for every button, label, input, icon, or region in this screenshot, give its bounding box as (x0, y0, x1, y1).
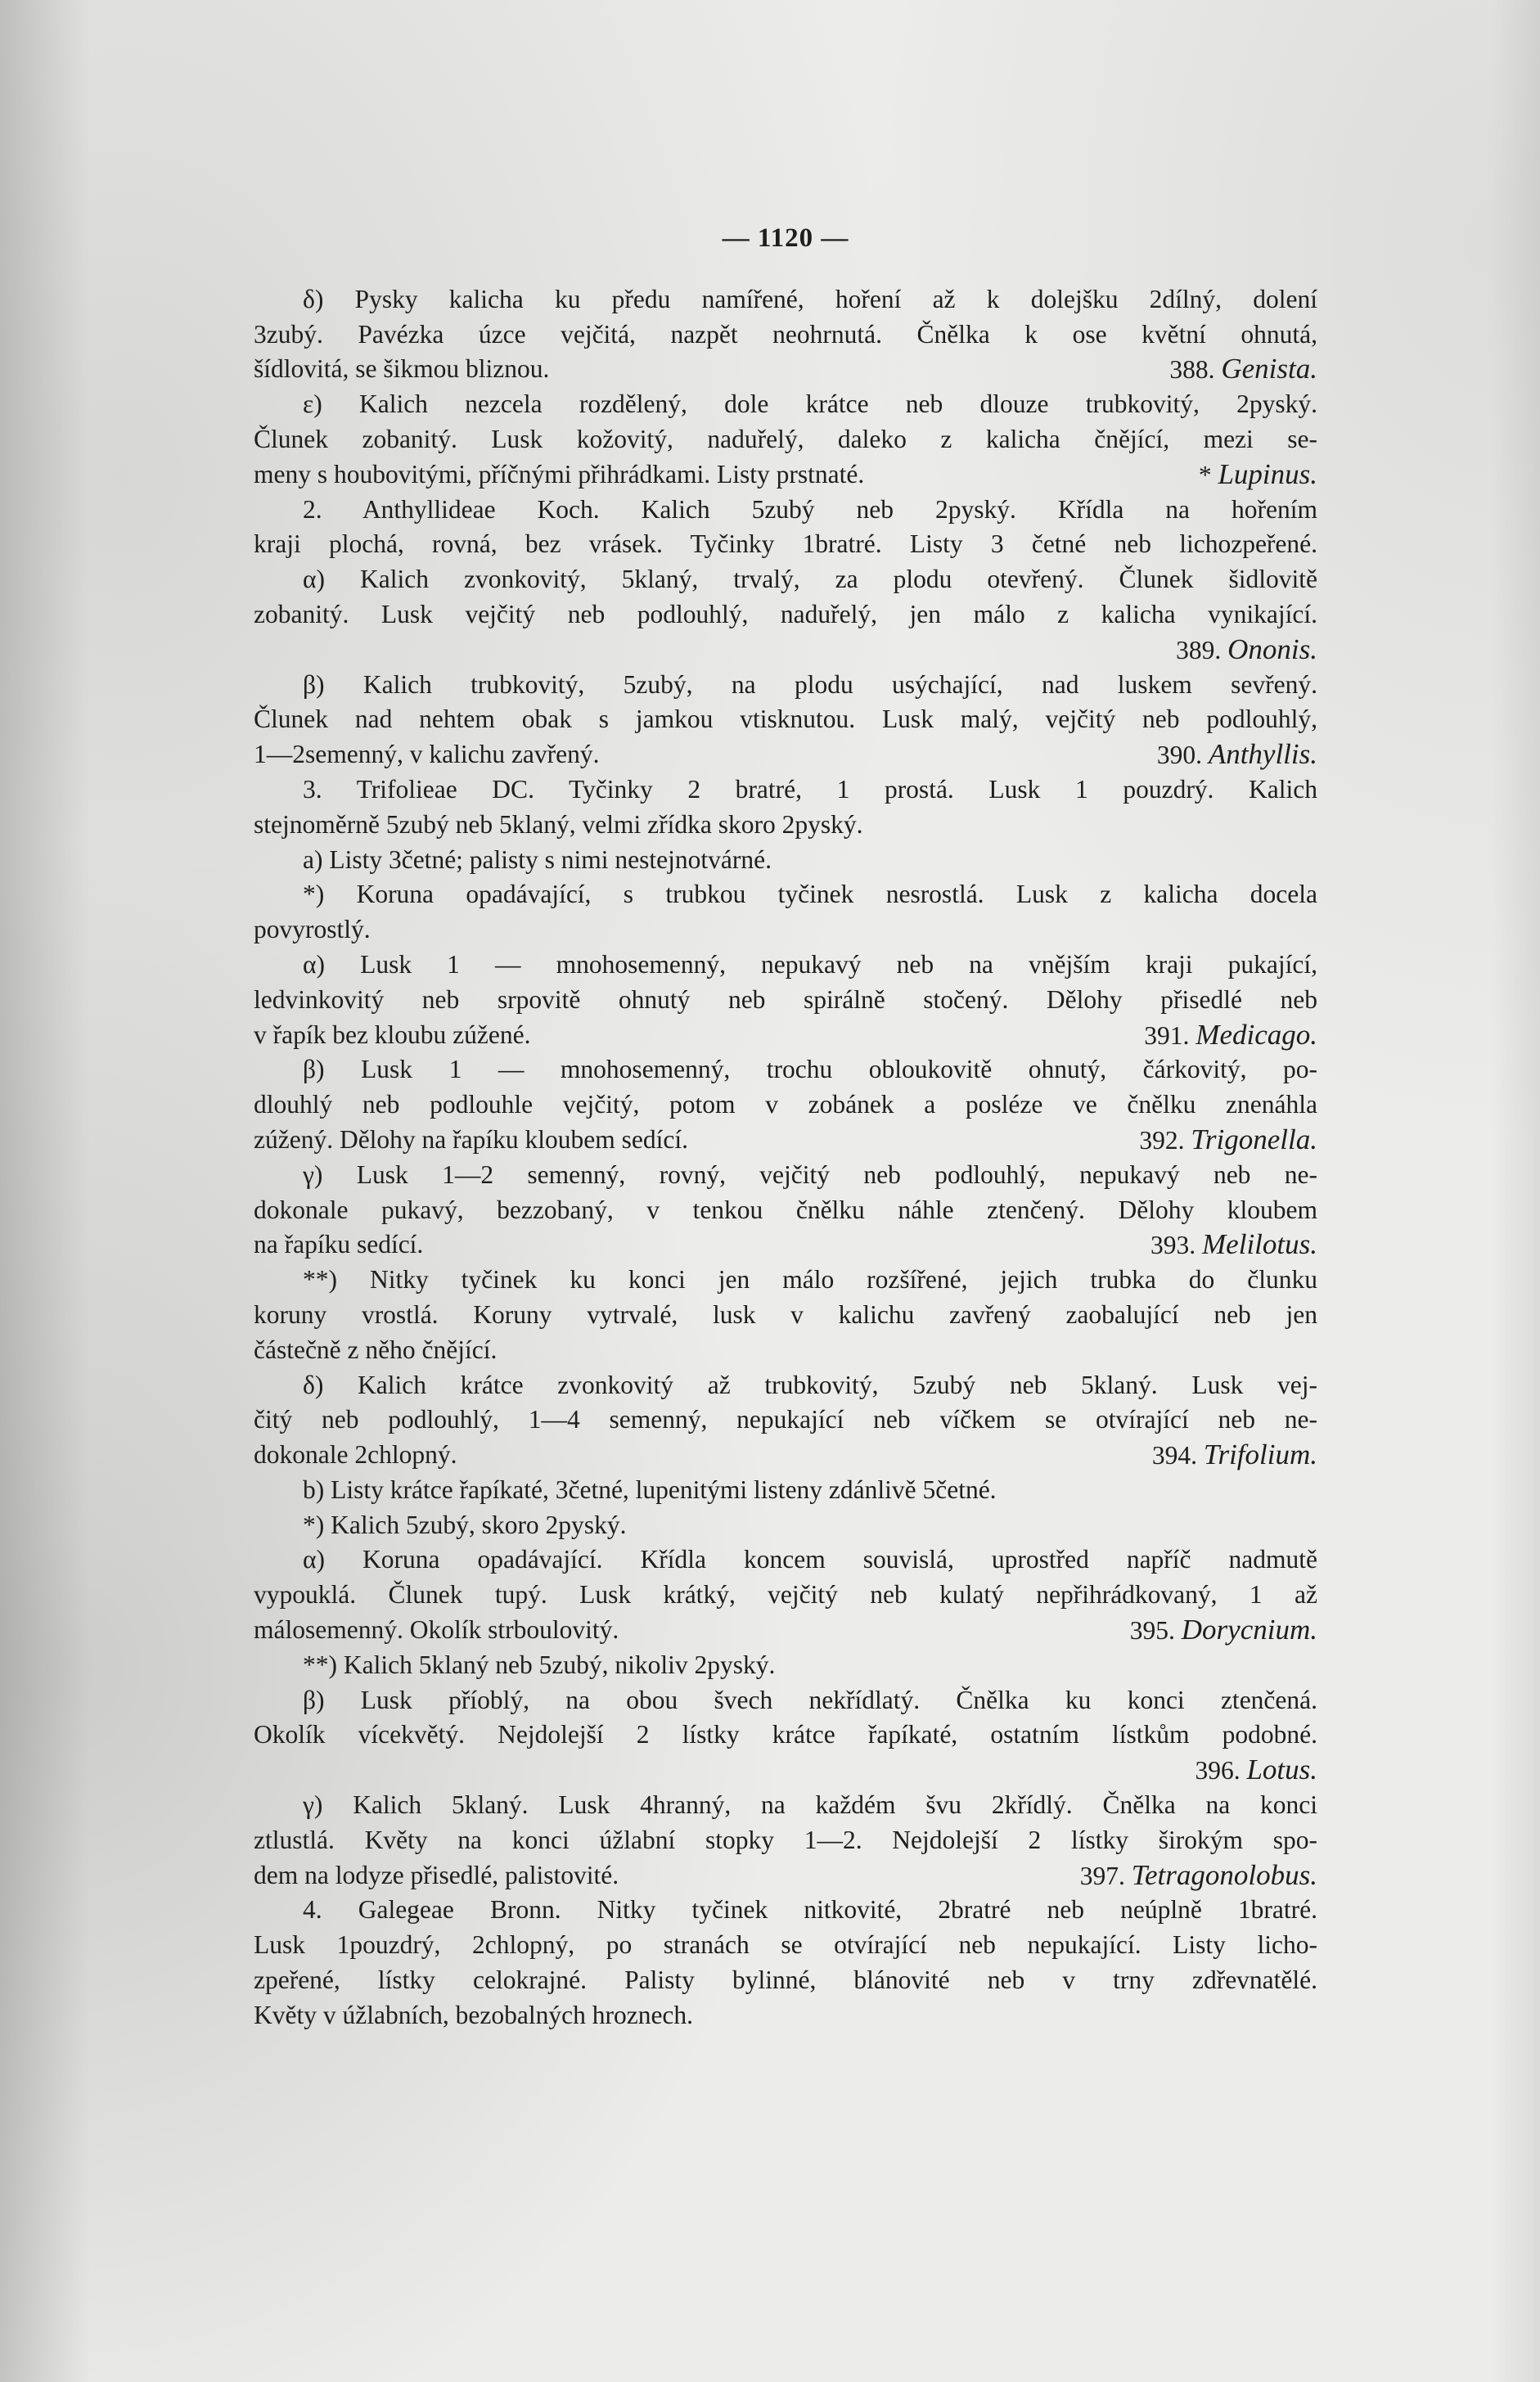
text-line (254, 1087, 1317, 1123)
line-text: γ) Kalich 5klaný. Lusk 4hranný, na každém švu 2křídlý. Čnělka na konci (303, 1790, 1317, 1820)
text-line (254, 1158, 1317, 1193)
line-text: Člunek zobanitý. Lusk kožovitý, naduřelý, daleko z kalicha čnějící, mezi se- (254, 424, 1317, 453)
line-text: kraji plochá, rovná, bez vrásek. Tyčinky 1bratré. Listy 3 četné neb lichozpeřené. (254, 529, 1317, 559)
body-text (254, 282, 1317, 2033)
genus-number: 390. (1156, 741, 1202, 770)
line-text: meny s houbovitými, příčnými přihrádkami. Listy prstnaté. (254, 459, 865, 489)
line-text: zpeřené, lístky celokrajné. Palisty bylinné, blánovité neb v trny zdřevnatělé. (254, 1965, 1317, 1995)
genus-number: 388. (1169, 355, 1215, 385)
text-line (254, 387, 1317, 422)
line-text: β) Lusk příoblý, na obou švech nekřídlatý. Čnělka ku konci ztenčená. (303, 1685, 1317, 1714)
line-text: **) Nitky tyčinek ku konci jen málo rozšířené, jejich trubka do člunku (303, 1265, 1317, 1295)
genus-number: 393. (1150, 1231, 1196, 1260)
line-text: 3zubý. Pavézka úzce vejčitá, nazpět neohrnutá. Čnělka k ose květní ohnutá, (254, 319, 1317, 349)
line-text: Květy v úžlabních, bezobalných hroznech. (254, 2000, 694, 2029)
genus-name: Lupinus. (1218, 457, 1317, 490)
genus-entry (1176, 633, 1317, 665)
text-line (254, 877, 1317, 912)
genus-name: Anthyllis. (1208, 738, 1317, 771)
line-text: ε) Kalich nezcela rozdělený, dole krátce neb dlouze trubkovitý, 2pyský. (303, 389, 1317, 419)
text-line (254, 1473, 1317, 1508)
genus-name: Melilotus. (1202, 1228, 1317, 1261)
genus-name: Medicago. (1196, 1018, 1317, 1051)
line-text: Okolík vícekvětý. Nejdolejší 2 lístky krátce řapíkaté, ostatním lístkům podobné. (254, 1720, 1317, 1749)
text-line (254, 1508, 1317, 1543)
text-line (254, 1368, 1317, 1403)
genus-name: Dorycnium. (1181, 1614, 1317, 1646)
text-line (254, 1613, 1317, 1648)
line-text: málosemenný. Okolík strboulovitý. (254, 1615, 619, 1645)
line-text: 2. Anthyllideae Koch. Kalich 5zubý neb 2pyský. Křídla na hořením (303, 494, 1317, 524)
text-line (254, 808, 1317, 843)
book-page (254, 221, 1317, 2033)
text-line (254, 772, 1317, 808)
text-line (254, 1893, 1317, 1928)
text-line (254, 1928, 1317, 1963)
line-text: zúžený. Dělohy na řapíku kloubem sedící. (254, 1124, 688, 1154)
text-line (254, 597, 1317, 633)
line-text: α) Koruna opadávající. Křídla koncem souvislá, uprostřed napříč nadmutě (303, 1545, 1317, 1574)
line-text: α) Lusk 1 — mnohosemenný, nepukavý neb na vnějším kraji pukající, (303, 949, 1317, 979)
genus-entry (1144, 1018, 1317, 1053)
text-line (254, 1227, 1317, 1263)
genus-entry (1080, 1858, 1317, 1893)
text-line (254, 422, 1317, 457)
text-line (254, 1648, 1317, 1683)
text-line (254, 1123, 1317, 1158)
text-line (254, 1193, 1317, 1228)
line-text: Člunek nad nehtem obak s jamkou vtisknutou. Lusk malý, vejčitý neb podlouhlý, (254, 705, 1317, 734)
genus-number: 397. (1079, 1861, 1125, 1890)
line-text: β) Lusk 1 — mnohosemenný, trochu obloukovitě ohnutý, čárkovitý, po- (303, 1055, 1317, 1084)
text-line (254, 843, 1317, 878)
line-text: δ) Pysky kalicha ku předu namířené, hoření až k dolejšku 2dílný, dolení (303, 284, 1317, 313)
line-text: ztlustlá. Květy na konci úžlabní stopky 1—2. Nejdolejší 2 lístky širokým spo- (254, 1825, 1317, 1854)
line-text: β) Kalich trubkovitý, 5zubý, na plodu usýchající, nad luskem sevřený. (303, 669, 1317, 699)
genus-entry (1195, 1756, 1317, 1785)
text-line (254, 1018, 1317, 1053)
text-line (254, 1858, 1317, 1893)
line-text: povyrostlý. (254, 915, 371, 944)
text-line (254, 1403, 1317, 1438)
genus-entry (1152, 1438, 1317, 1473)
genus-number: * (1198, 460, 1212, 489)
text-line (254, 633, 1317, 668)
text-line (254, 317, 1317, 353)
line-text: dokonale 2chlopný. (254, 1440, 457, 1470)
genus-name: Tetragonolobus. (1131, 1858, 1317, 1891)
text-line (254, 352, 1317, 387)
genus-name: Genista. (1221, 353, 1317, 385)
line-text: γ) Lusk 1—2 semenný, rovný, vejčitý neb podlouhlý, nepukavý neb ne- (303, 1159, 1317, 1189)
text-line (254, 457, 1317, 493)
line-text: dokonale pukavý, bezzobaný, v tenkou čnělku náhle ztenčený. Dělohy kloubem (254, 1195, 1317, 1224)
genus-entry (1169, 352, 1317, 387)
genus-number: 391. (1144, 1020, 1190, 1050)
line-text: stejnoměrně 5zubý neb 5klaný, velmi zřídka skoro 2pyský. (254, 809, 863, 839)
line-text: 4. Galegeae Bronn. Nitky tyčinek nitkovité, 2bratré neb neúplně 1bratré. (303, 1895, 1317, 1925)
text-line (254, 1753, 1317, 1788)
text-line (254, 1578, 1317, 1613)
genus-number: 392. (1139, 1125, 1185, 1155)
text-line (254, 912, 1317, 948)
line-text: dlouhlý neb podlouhle vejčitý, potom v zobánek a posléze ve čnělku znenáhla (254, 1090, 1317, 1119)
text-line (254, 1788, 1317, 1823)
line-text: *) Kalich 5zubý, skoro 2pyský. (303, 1510, 627, 1539)
genus-number: 395. (1129, 1616, 1175, 1646)
line-text: b) Listy krátce řapíkaté, 3četné, lupenitými listeny zdánlivě 5četné. (303, 1475, 997, 1504)
text-line (254, 1823, 1317, 1858)
line-text: na řapíku sedící. (254, 1230, 424, 1259)
text-line (254, 668, 1317, 703)
text-line (254, 1298, 1317, 1333)
text-line (254, 282, 1317, 317)
page-number: — 1120 — (722, 223, 849, 253)
text-line (254, 1963, 1317, 1998)
genus-entry (1130, 1613, 1317, 1648)
line-text: δ) Kalich krátce zvonkovitý až trubkovitý, 5zubý neb 5klaný. Lusk vej- (303, 1370, 1317, 1399)
line-text: **) Kalich 5klaný neb 5zubý, nikoliv 2pyský. (303, 1650, 776, 1679)
line-text: 3. Trifolieae DC. Tyčinky 2 bratré, 1 prostá. Lusk 1 pouzdrý. Kalich (303, 774, 1317, 804)
line-text: a) Listy 3četné; palisty s nimi nestejnotvárné. (303, 844, 772, 874)
text-line (254, 737, 1317, 772)
line-text: čitý neb podlouhlý, 1—4 semenný, nepukající neb víčkem se otvírající neb ne- (254, 1405, 1317, 1434)
line-text: koruny vrostlá. Koruny vytrvalé, lusk v kalichu zavřený zaobalující neb jen (254, 1299, 1317, 1329)
text-line (254, 527, 1317, 562)
genus-name: Ononis. (1227, 633, 1317, 665)
text-line (254, 948, 1317, 983)
genus-entry (1199, 457, 1317, 493)
genus-name: Lotus. (1246, 1754, 1317, 1786)
genus-entry (1157, 737, 1317, 772)
line-text: α) Kalich zvonkovitý, 5klaný, trvalý, za plodu otevřený. Člunek šidlovitě (303, 565, 1317, 594)
text-line (254, 1052, 1317, 1087)
genus-entry (1139, 1123, 1317, 1158)
line-text: šídlovitá, se šikmou bliznou. (254, 354, 550, 384)
text-line (254, 1263, 1317, 1298)
genus-entry (1150, 1227, 1317, 1263)
line-text: Lusk 1pouzdrý, 2chlopný, po stranách se otvírající neb nepukající. Listy licho- (254, 1930, 1317, 1960)
text-line (254, 1542, 1317, 1578)
text-line (254, 562, 1317, 597)
genus-name: Trifolium. (1203, 1439, 1317, 1471)
genus-number: 396. (1195, 1756, 1241, 1785)
line-text: ledvinkovitý neb srpovitě ohnutý neb spirálně stočený. Dělohy přisedlé neb (254, 984, 1317, 1014)
text-line (254, 702, 1317, 737)
line-text: v řapík bez kloubu zúžené. (254, 1020, 531, 1049)
text-line (254, 983, 1317, 1018)
text-line (254, 1718, 1317, 1753)
line-text: zobanitý. Lusk vejčitý neb podlouhlý, naduřelý, jen málo z kalicha vynikající. (254, 599, 1317, 628)
genus-number: 394. (1151, 1441, 1198, 1470)
text-line (254, 1683, 1317, 1718)
text-line (254, 493, 1317, 528)
line-text: *) Koruna opadávající, s trubkou tyčinek nesrostlá. Lusk z kalicha docela (303, 880, 1317, 909)
line-text: vypouklá. Člunek tupý. Lusk krátký, vejčitý neb kulatý nepřihrádkovaný, 1 až (254, 1580, 1317, 1610)
genus-name: Trigonella. (1191, 1123, 1317, 1155)
text-line (254, 1438, 1317, 1473)
line-text: částečně z něho čnějící. (254, 1335, 498, 1364)
text-line (254, 1998, 1317, 2033)
genus-number: 389. (1176, 635, 1222, 664)
text-line (254, 1333, 1317, 1368)
line-text: dem na lodyze přisedlé, palistovité. (254, 1860, 619, 1889)
line-text: 1—2semenný, v kalichu zavřený. (254, 740, 600, 769)
